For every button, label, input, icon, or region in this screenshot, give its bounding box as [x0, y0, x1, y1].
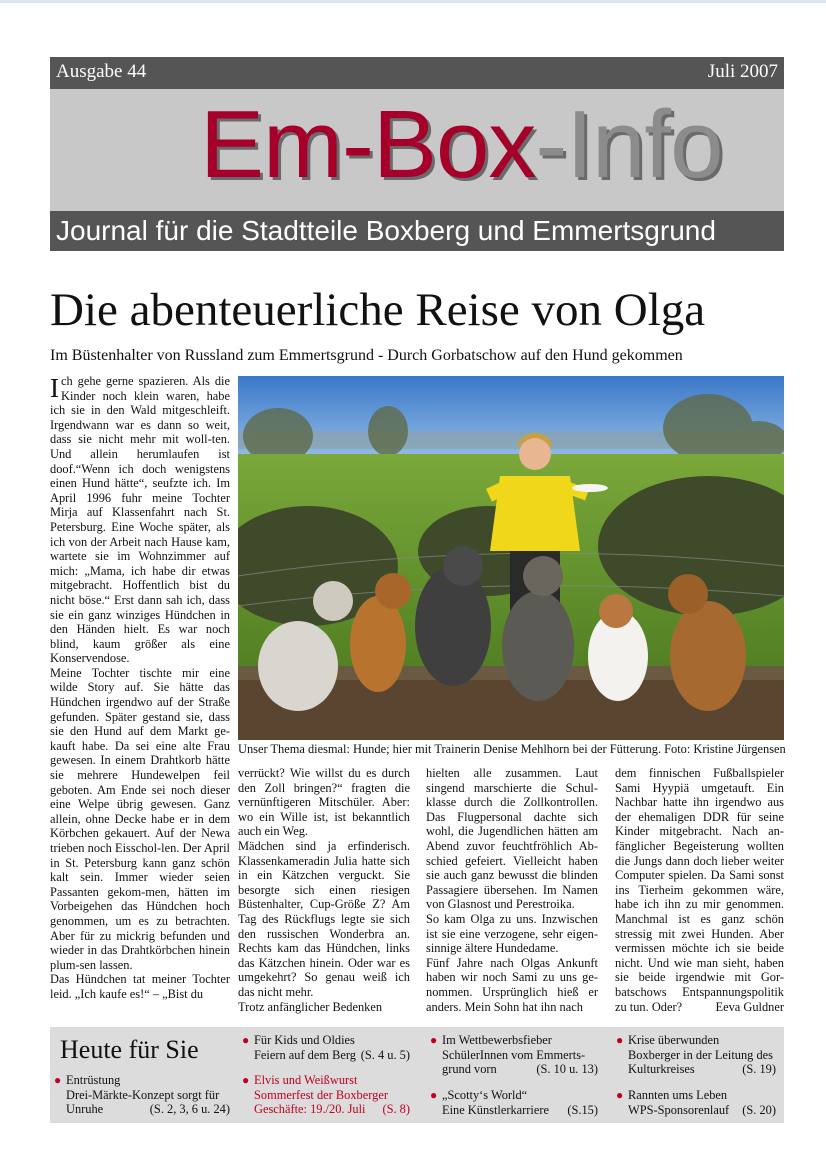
teaser-box-title: Heute für Sie [60, 1035, 199, 1064]
teaser-heading: Elvis und Weißwurst [254, 1073, 358, 1087]
teaser-text: SchülerInnen vom Emmerts- [442, 1047, 586, 1062]
photo-caption: Unser Thema diesmal: Hunde; hier mit Trainerin Denise Mehlhorn bei der Fütterung. Foto: Kristine Jürgensen [238, 742, 786, 756]
teaser-text: Kulturkreises [628, 1062, 695, 1077]
masthead [50, 89, 784, 211]
teaser-item[interactable] [242, 1033, 410, 1062]
bullet-icon: ● [616, 1088, 624, 1102]
journal-subtitle-bar [50, 211, 784, 251]
teaser-box [50, 1027, 784, 1123]
paragraph: Fünf Jahre nach Olgas Ankunft haben wir noch Sami zu uns ge-nommen. Ursprünglich hieß er anders. Mein Sohn hat ihn nach [426, 955, 598, 1014]
bullet-icon: ● [616, 1033, 624, 1047]
paragraph: Meine Tochter tischte mir eine wilde Story auf. Sie hätte das Hündchen irgendwo auf der Straße gefunden. Später gestand sie, dass sie den Hund auf dem Markt ge-kauft habe. Da sei eine alte Frau gewesen. In einem Drahtkorb hätte sie mehrere Hundewelpen feil geboten. Am Ende sei noch dieser eine Welpe übrig gewesen. Ganz allein, ohne Decke habe er in dem Körbchen gekauert. Auf der Newa trieben noch Eisschol-len. Der April in St. Petersburg kann ganz schön kalt sein. Immer wieder seien Passanten gekom-men, hätten im Vorbeigehen das Hündchen hoch genommen, um es zu betrachten. Aber für zu mickrig befunden und wieder in das Drahtkörbchen hinein plum-sen lassen. [50, 665, 230, 972]
teaser-heading: Im Wettbewerbsfieber [442, 1033, 552, 1047]
issue-number: Ausgabe 44 [56, 61, 147, 82]
article-author: Eeva Guldner [715, 999, 784, 1014]
paragraph: Trotz anfänglicher Bedenken [238, 999, 383, 1014]
article-column-3 [426, 766, 598, 1014]
teaser-text: Drei-Märkte-Konzept sorgt für [66, 1087, 220, 1102]
paragraph: dem finnischen Fußballspieler Sami Hyypiä umgetauft. Ein Nachbar hatte ihn irgendwo aus der ehemaligen DDR für seine Kinder mitgebracht. Nach an-fänglicher Begeisterung wollten die Jungs dann doch lieber weiter Computer spielen. Da Sami sonst ins Tierheim gekommen wäre, habe ich ihn zu mir genommen. Manchmal ist es ganz schön stressig mit zwei Hunden. Aber vermissen möchte ich sie beide nicht. Und wie man sieht, haben sie beide irgendwie mit Gor-batschows Entspannungspolitik zu tun. Oder? [615, 766, 784, 1014]
paragraph: hielten alle zusammen. Laut singend marschierte die Schul-klasse durch die Zollkontrollen. Das Flugpersonal dachte sich wohl, die Jugendlichen hätten am Abend zuvor feuchtfröhlich Ab-schied gefeiert. Vielleicht haben sie auch ganz bewusst die blinden Passagiere übersehen. Im Namen von Glasnost und Perestroika. [426, 766, 598, 912]
teaser-heading: Rannten ums Leben [628, 1088, 728, 1102]
paragraph: Das Hündchen tat meiner Tochter leid. „Ich kaufe es!“ – „Bist du [50, 972, 230, 1001]
masthead-title [200, 89, 722, 201]
teaser-item[interactable] [616, 1088, 776, 1117]
paragraph: ch gehe gerne spazieren. Als die Kinder noch klein waren, habe ich sie in den Wald mitgeschleift. Irgendwann war es dann so weit, dass sie nicht mehr mit woll-ten. Und allein herumlaufen ist doof.“Wenn ich doch wenigstens einen Hund hätte“, seufzte ich. Im April 1996 fuhr meine Tochter Mirja auf Klassenfahrt nach St. Petersburg. Eine Woche später, als ich von der Arbeit nach Hause kam, wartete sie im Wohnzimmer auf mich: „Mama, ich habe dir etwas mitgebracht. Hoffentlich bist du nicht böse.“ Erst dann sah ich, dass sie ein ganz winziges Hündchen in den Händen hielt. Es war noch blind, kaum größer als eine Konservendose. [50, 374, 230, 666]
teaser-item[interactable] [430, 1088, 598, 1117]
drop-cap: I [50, 373, 59, 403]
article-photo [238, 376, 784, 740]
paragraph: So kam Olga zu uns. Inzwischen ist sie eine verzogene, sehr eigen-sinnige ältere Hundedame. [426, 911, 598, 956]
article-column-2 [238, 766, 410, 1014]
teaser-heading: Krise überwunden [628, 1033, 720, 1047]
teaser-text: grund vorn [442, 1062, 497, 1077]
teaser-page: (S.15) [567, 1102, 598, 1117]
teaser-heading: Entrüstung [66, 1073, 121, 1087]
teaser-page: (S. 10 u. 13) [536, 1062, 598, 1077]
teaser-text: Feiern auf dem Berg [254, 1047, 356, 1062]
teaser-page: (S. 2, 3, 6 u. 24) [149, 1102, 230, 1117]
teaser-text: WPS-Sponsorenlauf [628, 1102, 730, 1117]
masthead-em-box: Em-Box [200, 91, 536, 198]
bullet-icon: ● [242, 1073, 250, 1087]
masthead-info: Info [566, 91, 723, 198]
teaser-item[interactable] [430, 1033, 598, 1077]
teaser-item[interactable] [616, 1033, 776, 1077]
teaser-page: (S. 19) [742, 1062, 776, 1077]
article-column-1 [50, 374, 230, 1002]
teaser-page: (S. 8) [382, 1102, 410, 1117]
teaser-item[interactable] [242, 1073, 410, 1117]
issue-bar [50, 57, 784, 89]
photo-dogs-trainer [238, 376, 784, 740]
bullet-icon: ● [430, 1033, 438, 1047]
paragraph: verrückt? Wie willst du es durch den Zoll bringen?“ fragten die vernünftigeren Mitschüler. Aber: wo ein Wille ist, ist bekanntlich auch ein Weg. [238, 766, 410, 839]
teaser-page: (S. 4 u. 5) [360, 1047, 410, 1062]
bullet-icon: ● [242, 1033, 250, 1047]
article-headline: Die abenteuerliche Reise von Olga [50, 284, 706, 336]
teaser-heading: Für Kids und Oldies [254, 1033, 355, 1047]
teaser-text: Geschäfte: 19./20. Juli [254, 1102, 366, 1117]
bullet-icon: ● [54, 1073, 62, 1087]
article-column-4 [615, 766, 784, 1014]
teaser-text: Boxberger in der Leitung des [628, 1047, 773, 1062]
teaser-heading: „Scotty‘s World“ [442, 1088, 528, 1102]
bullet-icon: ● [430, 1088, 438, 1102]
teaser-text: Eine Künstlerkarriere [442, 1102, 549, 1117]
top-border [0, 0, 826, 3]
journal-subtitle: Journal für die Stadtteile Boxberg und Emmertsgrund [56, 215, 716, 246]
paragraph: Mädchen sind ja erfinderisch. Klassenkameradin Julia hatte sich in ein Kätzchen verguckt. Sie besorgte sich einen riesigen Büstenhalter, Cup-Größe Z? Am Tag des Rückflugs legte sie sich den russischen Wonderbra an. Rechts kam das Hündchen, links das Kätzchen hinein. Oder war es umgekehrt? So genau weiß ich das nicht mehr. [238, 838, 410, 999]
masthead-dash: - [535, 91, 567, 198]
article-subhead: Im Büstenhalter von Russland zum Emmertsgrund - Durch Gorbatschow auf den Hund gekommen [50, 347, 683, 364]
teaser-page: (S. 20) [742, 1102, 776, 1117]
teaser-text: Unruhe [66, 1102, 104, 1117]
teaser-item[interactable] [54, 1073, 230, 1117]
teaser-text: Sommerfest der Boxberger [254, 1087, 388, 1102]
issue-date: Juli 2007 [707, 61, 778, 82]
